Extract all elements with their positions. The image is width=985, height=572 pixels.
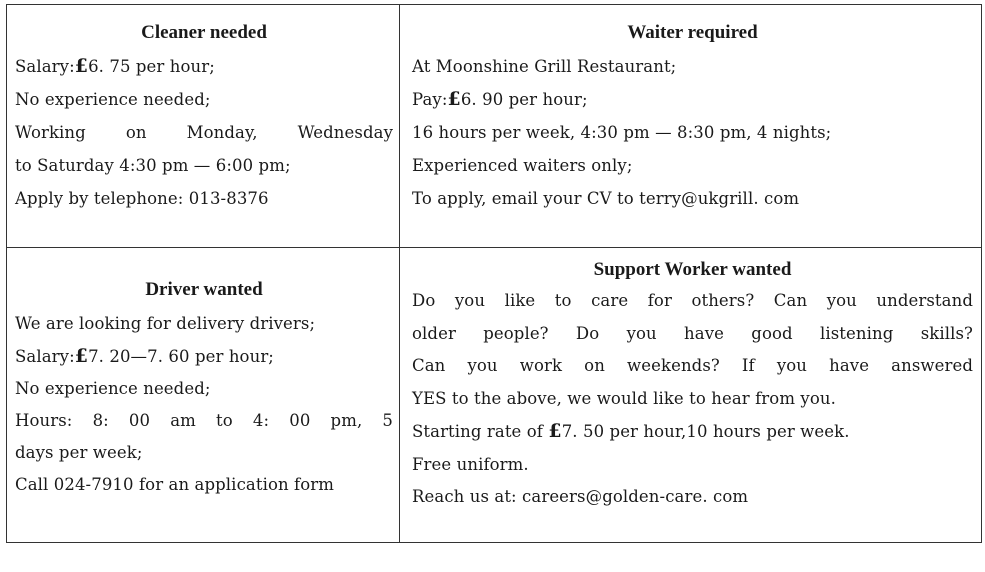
driver-salary-line — [15, 340, 393, 373]
waiter-pay-line — [412, 83, 973, 116]
salary-value: 6. 75 per hour; — [88, 57, 215, 76]
pound-sign: £ — [74, 55, 89, 77]
driver-ad-cell — [7, 248, 400, 543]
waiter-line: 16 hours per week, 4:30 pm — 8:30 pm, 4 nights; — [412, 123, 832, 142]
waiter-line: At Moonshine Grill Restaurant; — [412, 57, 677, 76]
support-line: Do you like to care for others? Can you understand — [412, 291, 973, 310]
waiter-ad-cell — [400, 5, 982, 248]
pound-sign: £ — [548, 420, 562, 442]
pay-label: Pay: — [412, 90, 448, 109]
driver-line: Hours: 8: 00 am to 4: 00 pm, 5 — [15, 411, 393, 430]
driver-line: We are looking for delivery drivers; — [15, 314, 316, 333]
pound-sign: £ — [447, 88, 461, 110]
cleaner-line: Working on Monday, Wednesday — [15, 123, 393, 142]
driver-line: days per week; — [15, 443, 143, 462]
job-ads-table — [6, 4, 982, 543]
support-line: YES to the above, we would like to hear from you. — [412, 388, 836, 408]
salary-label: Salary: — [15, 57, 75, 76]
rate-label: Starting rate of — [412, 422, 544, 441]
support-ad-cell — [400, 248, 982, 543]
rate-value: 7. 50 per hour,10 hours per week. — [561, 422, 850, 441]
cleaner-ad-title: Cleaner needed — [141, 22, 267, 43]
waiter-ad-title: Waiter required — [627, 22, 758, 43]
pound-sign: £ — [74, 345, 89, 367]
pay-value: 6. 90 per hour; — [460, 90, 588, 109]
waiter-line: Experienced waiters only; — [412, 156, 633, 175]
support-email-line: Reach us at: careers@golden-care. com — [412, 487, 749, 506]
waiter-email-line: To apply, email your CV to terry@ukgrill. com — [412, 189, 800, 208]
driver-ad-title: Driver wanted — [145, 279, 263, 300]
salary-label: Salary: — [15, 347, 75, 366]
support-line: Free uniform. — [412, 454, 529, 474]
salary-value: 7. 20—7. 60 per hour; — [88, 347, 274, 366]
cleaner-line: to Saturday 4:30 pm — 6:00 pm; — [15, 156, 291, 175]
cleaner-phone-line: Apply by telephone: 013-8376 — [15, 189, 269, 208]
cleaner-ad-cell — [7, 5, 400, 248]
support-line: Can you work on weekends? If you have answered — [412, 356, 973, 375]
driver-phone-line: Call 024-7910 for an application form — [15, 475, 335, 494]
support-ad-title: Support Worker wanted — [593, 259, 792, 280]
support-line: older people? Do you have good listening skills? — [412, 323, 973, 343]
driver-line: No experience needed; — [15, 379, 211, 398]
support-rate-line — [412, 415, 973, 449]
cleaner-line: No experience needed; — [15, 90, 211, 109]
cleaner-salary-line — [15, 50, 393, 83]
